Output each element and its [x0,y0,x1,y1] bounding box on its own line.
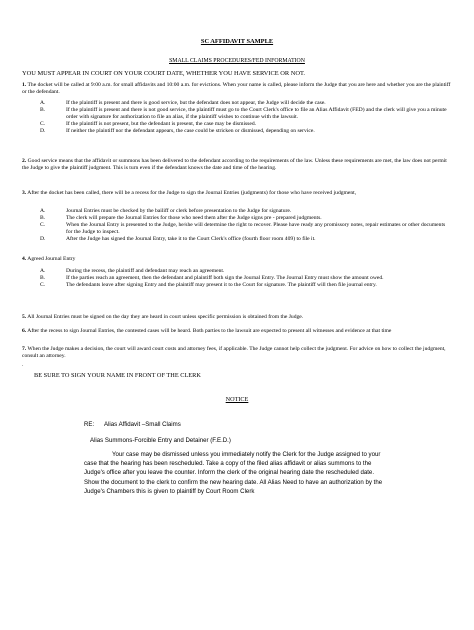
section-3 [22,190,452,197]
document-subtitle: SMALL CLAIMS PROCEDURES/FED INFORMATION [169,58,305,64]
section-7 [22,346,452,360]
section-4-list [40,268,452,289]
section-text: Agreed Journal Entry [27,256,76,262]
section-number: 3. [22,190,27,196]
section-number: 5. [22,314,27,320]
sign-name-reminder: BE SURE TO SIGN YOUR NAME IN FRONT OF THE CLERK [34,372,201,379]
notice-title: NOTICE [225,396,249,403]
document-title: SC AFFIDAVIT SAMPLE [200,38,274,45]
section-text: The docket will be called at 9:00 a.m. for small affidavits and 10:00 a.m. for evictions. When your name is called, please inform the Judge that you are here and whether you are the plaintiff or the defendant. [22,82,451,95]
section-text: Good service means that the affidavit or summons has been delivered to the defendant according to the requirements of the law. Unless these requirements are met, the law does not permit the Judge to give the plaintiff judgment. This is turn even if the defendant knows the date and time of the hearing. [22,158,447,171]
section-number: 4. [22,256,27,262]
list-text: If the plaintiff is present and there is good service, but the defendant does not appear, the Judge will decide the case. [66,100,326,106]
list-marker: D. [40,128,46,134]
appearance-warning: YOU MUST APPEAR IN COURT ON YOUR COURT DATE, WHETHER YOU HAVE SERVICE OR NOT. [22,70,305,77]
list-text: Journal Entries must be checked by the bailiff or clerk before presentation to the Judge for signature. [66,208,292,214]
section-1-list [40,100,452,135]
list-item [40,282,452,289]
list-item [40,236,452,243]
list-marker: B. [40,215,46,221]
list-item [40,128,452,135]
list-marker: A. [40,100,46,106]
list-item [40,107,452,121]
section-3-list [40,208,452,243]
list-marker: B. [40,107,46,113]
notice-re-line-2: Alias Summons-Forcible Entry and Detainer (F.E.D.) [90,437,231,444]
section-number: 1. [22,82,27,88]
section-5 [22,314,452,321]
stray-dot: . [22,362,24,368]
section-text: When the Judge makes a decision, the court will award court costs and attorney fees, if applicable. The Judge cannot help collect the judgment. For advice on how to collect the judgment, consult an attorney. [22,346,446,359]
list-marker: A. [40,208,46,214]
section-number: 6. [22,328,27,334]
list-text: When the Journal Entry is presented to the Judge, he/she will determine the right to recover. Please have ready any promissory notes, repair estimates or other documents for the Judge to inspect. [66,222,446,235]
list-item [40,215,452,222]
list-marker: B. [40,275,46,281]
list-text: If neither the plaintiff nor the defendant appears, the case could be stricken or dismissed, depending on service. [66,128,315,134]
list-item [40,121,452,128]
list-marker: C. [40,222,46,228]
list-text: The defendants leave after signing Entry and the plaintiff may present it to the Court for signature. The plaintiff will then file journal entry. [66,282,377,288]
section-4 [22,256,452,263]
list-marker: A. [40,268,46,274]
list-text: If the parties reach an agreement, then the defendant and plaintiff both sign the Journal Entry. The Journal Entry must show the amount owed. [66,275,384,281]
section-number: 7. [22,346,27,352]
notice-body: Your case may be dismissed unless you immediately notify the Clerk for the Judge assigned to your case that the hearing has been rescheduled. Take a copy of the filed alias affidavit or alias summons to the Judge's office after you leave the counter. Inform the clerk of the original hearing date the rescheduled date. Show the document to the clerk to confirm the new hearing date. All Alias Need to have an authorization by the Judge's Chambers this is given to plaintiff by Court Room Clerk [84,451,383,495]
list-marker: D. [40,236,46,242]
section-2 [22,158,452,172]
list-item [40,222,452,236]
section-text: After the docket has been called, there will be a recess for the Judge to sign the Journal Entries (judgments) for those who have received judgment, [27,190,357,196]
list-text: If the plaintiff is not present, but the defendant is present, the case may be dismissed. [66,121,257,127]
list-item [40,100,452,107]
section-1 [22,82,452,96]
section-number: 2. [22,158,27,164]
section-6 [22,328,452,335]
section-text: All Journal Entries must be signed on the day they are heard in court unless specific permission is obtained from the Judge. [27,314,304,320]
section-text: After the recess to sign Journal Entries, the contested cases will be heard. Both parties to the lawsuit are expected to present all witnesses and evidence at that time [27,328,392,334]
list-text: During the recess, the plaintiff and defendant may reach an agreement. [66,268,225,274]
list-item [40,268,452,275]
list-text: If the plaintiff is present and there is not good service, the plaintiff must go to the Court Clerk's office to file an Alias Affidavit (FED) and the clerk will give you a minute order with signature for authorization to file an alias, if the plaintiff wishes to continue with the lawsuit. [66,107,447,120]
notice-re-line-1: Alias Affidavit –Small Claims [104,421,181,428]
list-marker: C. [40,121,46,127]
list-text: After the Judge has signed the Journal Entry, take it to the Court Clerk's office (fourth floor room 409) to file it. [66,236,316,242]
list-item [40,208,452,215]
list-marker: C. [40,282,46,288]
list-item [40,275,452,282]
list-text: The clerk will prepare the Journal Entries for those who need them after the Judge signs pre - prepared judgments. [66,215,322,221]
notice-re-label: RE: [84,421,95,428]
